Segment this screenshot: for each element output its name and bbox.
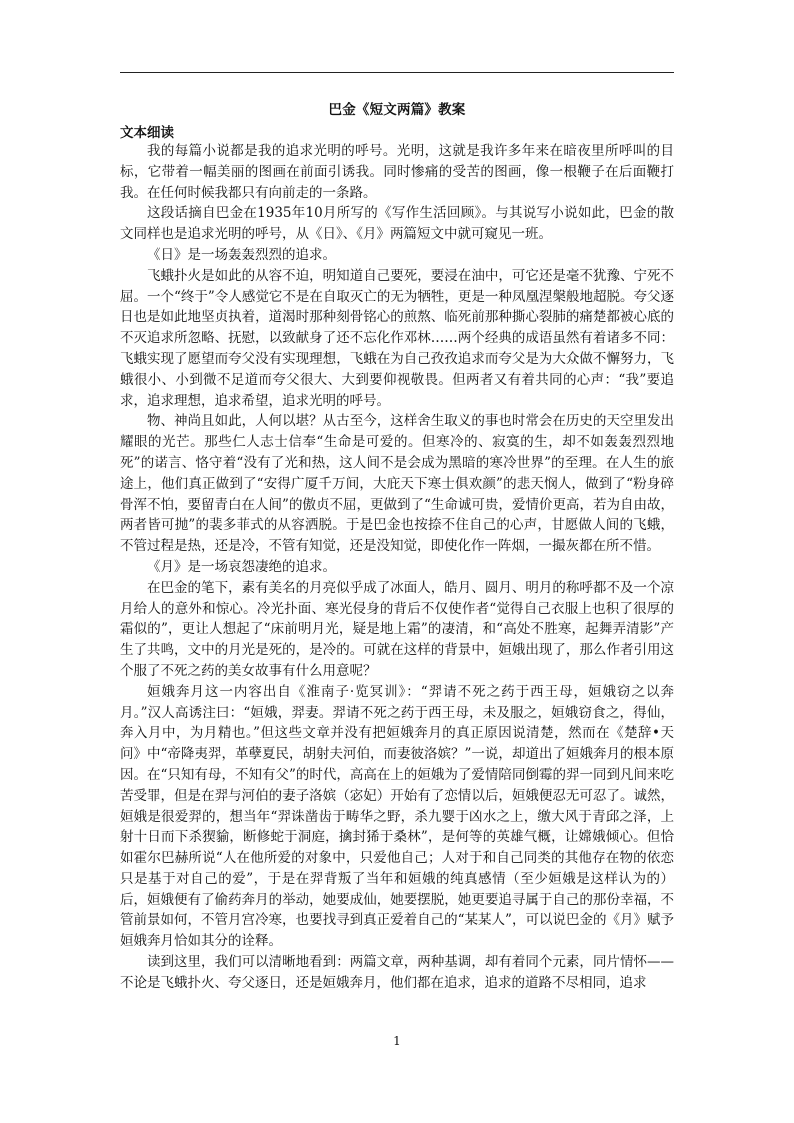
- paragraph: 物、神尚且如此，人何以堪？从古至今，这样舍生取义的事也时常会在历史的天空里发出耀眼的光芒。那些仁人志士信奉“生命是可爱的。但寒冷的、寂寞的生，却不如轰轰烈烈地死”的诺言、恪守着“没有了光和热，这人间不是会成为黑暗的寒冷世界”的至理。在人生的旅途上，他们真正做到了“安得广厦千万间，大庇天下寒士俱欢颜”的悲天悯人，做到了“粉身碎骨浑不怕，要留青白在人间”的傲贞不屈，更做到了“生命诚可贵，爱情价更高，若为自由故，两者皆可抛”的裴多菲式的从容洒脱。于是巴金也按捺不住自己的心声，甘愿做人间的飞蛾，不管过程是热，还是冷，不管有知觉，还是没知觉，即使化作一阵烟，一撮灰都在所不惜。: [120, 413, 674, 555]
- paragraph: 在巴金的笔下，素有美名的月亮似乎成了冰面人，皓月、圆月、明月的称呼都不及一个凉月给人的意外和惊心。冷光扑面、寒光侵身的背后不仅使作者“觉得自己衣服上也积了很厚的霜似的”，更让人想起了“床前明月光，疑是地上霜”的凄清，和“高处不胜寒，起舞弄清影”产生了共鸣，文中的月光是死的，是冷的。可就在这样的背景中，姮娥出现了，那么作者引用这个服了不死之药的美女故事有什么用意呢？: [120, 579, 674, 679]
- paragraph: 姮娥奔月这一内容出自《淮南子·览冥训》：“羿请不死之药于西王母，姮娥窃之以奔月。”汉人高诱注曰：“姮娥，羿妻。羿请不死之药于西王母，未及服之，姮娥窃食之，得仙，奔入月中，为月精也。”但这些文章并没有把姮娥奔月的真正原因说清楚，然而在《楚辞•天问》中“帝降夷羿，革孽夏民，胡射夫河伯，而妻彼洛嫔？”一说，却道出了姮娥奔月的根本原因。在“只知有母，不知有父”的时代，高高在上的姮娥为了爱情陪同倒霉的羿一同到凡间来吃苦受罪，但是在羿与河伯的妻子洛嫔（宓妃）开始有了恋情以后，姮娥便忍无可忍了。诚然，姮娥是很爱羿的，想当年“羿诛凿齿于畴华之野，杀九婴于凶水之上，缴大风于青邱之泽，上射十日而下杀猰貐，断修蛇于洞庭，擒封狶于桑林”，是何等的英雄气概，让嫦娥倾心。但恰如霍尔巴赫所说“人在他所爱的对象中，只爱他自己；人对于和自己同类的其他存在物的依恋只是基于对自己的爱”，于是在羿背叛了当年和姮娥的纯真感情（至少姮娥是这样认为的）后，姮娥便有了偷药奔月的举动，她要成仙，她要摆脱，她更要追寻属于自己的那份幸福，不管前景如何，不管月宫冷寒，也要找寻到真正爱着自己的“某某人”，可以说巴金的《月》赋予姮娥奔月恰如其分的诠释。: [120, 683, 674, 950]
- paragraph: 我的每篇小说都是我的追求光明的呼号。光明，这就是我许多年来在暗夜里所呼叫的目标，它带着一幅美丽的图画在前面引诱我。同时惨痛的受苦的图画，像一根鞭子在后面鞭打我。在任何时候我都只有向前走的一条路。: [120, 143, 674, 201]
- paragraph: 《月》是一场哀怨凄绝的追求。: [147, 558, 336, 575]
- paragraph: 读到这里，我们可以清晰地看到：两篇文章，两种基调，却有着同个元素，同片情怀——不论是飞蛾扑火、夸父逐日，还是姮娥奔月，他们都在追求，追求的道路不尽相同，追求: [120, 954, 674, 991]
- page-number: 1: [393, 1034, 401, 1048]
- paragraph: 《日》是一场轰轰烈烈的追求。: [147, 246, 336, 263]
- document-title: 巴金《短文两篇》教案: [328, 102, 466, 118]
- paragraph: 飞蛾扑火是如此的从容不迫，明知道自己要死，要浸在油中，可它还是毫不犹豫、宁死不屈。一个“终于”令人感觉它不是在自取灭亡的无为牺牲，更是一种凤凰涅槃般地超脱。夸父逐日也是如此地坚贞执着，道渴时那种刻骨铭心的煎熬、临死前那种撕心裂肺的痛楚都被心底的不灭追求所忽略、抚慰，以致献身了还不忘化作邓林……两个经典的成语虽然有着诸多不同：飞蛾实现了愿望而夸父没有实现理想，飞蛾在为自己孜孜追求而夸父是为大众做不懈努力，飞蛾很小、小到微不足道而夸父很大、大到要仰视敬畏。但两者又有着共同的心声：“我”要追求，追求理想，追求希望，追求光明的呼号。: [120, 267, 674, 409]
- header-rule: [120, 72, 674, 73]
- section-heading: 文本细读: [120, 125, 174, 141]
- document-body: [120, 141, 674, 994]
- paragraph: 这段话摘自巴金在1935年10月所写的《写作生活回顾》。与其说写小说如此，巴金的散文同样也是追求光明的呼号，从《日》、《月》两篇短文中就可窥见一班。: [120, 205, 674, 243]
